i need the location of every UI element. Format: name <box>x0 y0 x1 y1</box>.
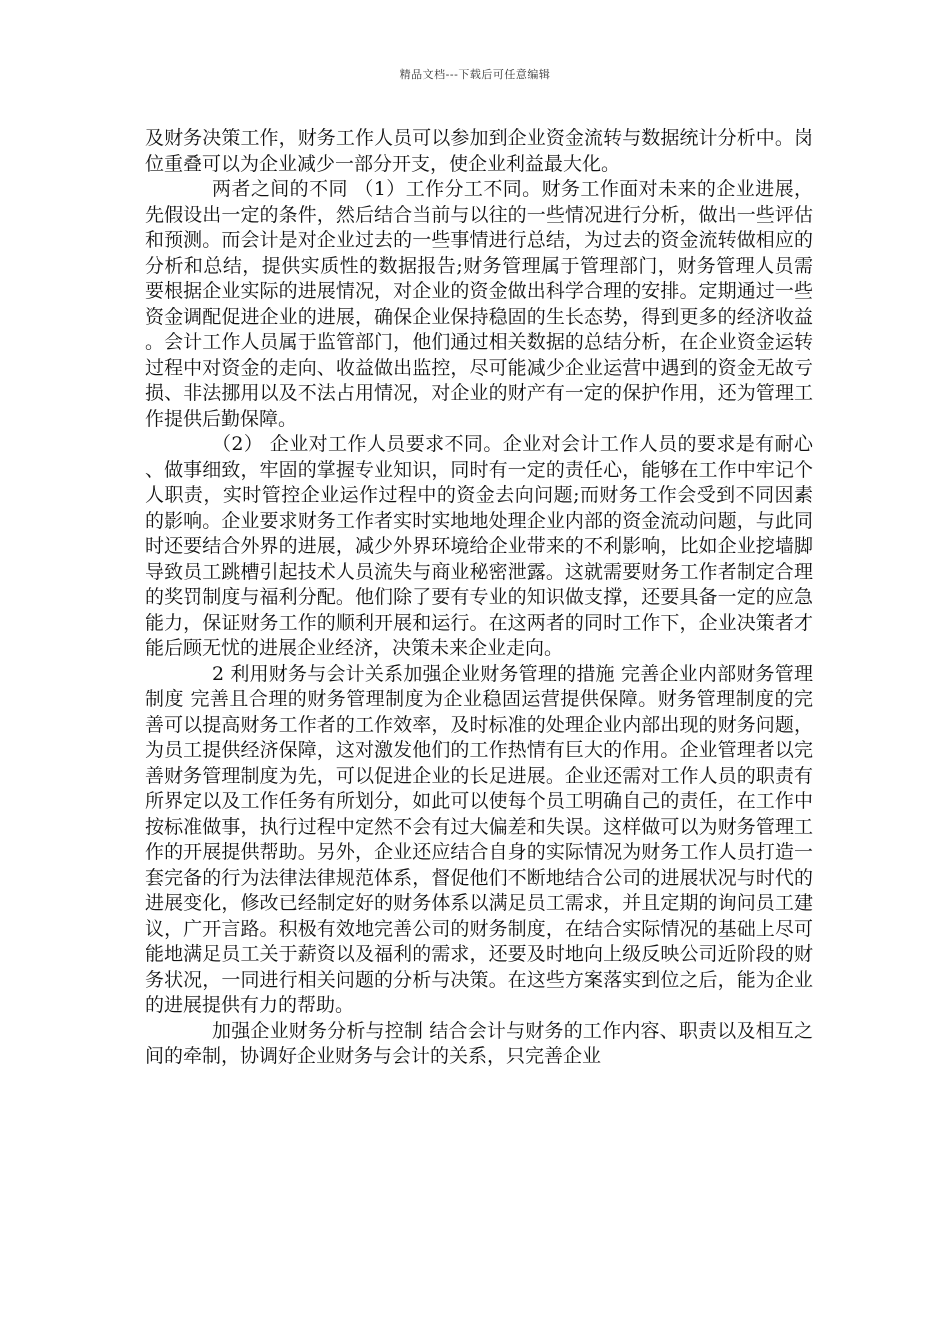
document-body <box>145 126 813 1070</box>
paragraph-1: 及财务决策工作，财务工作人员可以参加到企业资金流转与数据统计分析中。岗位重叠可以为企业减少一部分开支，使企业利益最大化。 <box>145 127 813 175</box>
paragraph-2: 两者之间的不同 （1）工作分工不同。财务工作面对未来的企业进展，先假设出一定的条件，然后结合当前与以往的一些情况进行分析，做出一些评估和预测。而会计是对企业过去的一些事情进行总结，为过去的资金流转做相应的分析和总结，提供实质性的数据报告;财务管理属于管理部门，财务管理人员需要根据企业实际的进展情况，对企业的资金做出科学合理的安排。定期通过一些资金调配促进企业的进展，确保企业保持稳固的生长态势，得到更多的经济收益。会计工作人员属于监管部门，他们通过相关数据的总结分析，在企业资金运转过程中对资金的走向、收益做出监控，尽可能减少企业运营中遇到的资金无故亏损、非法挪用以及不法占用情况，对企业的财产有一定的保护作用，还为管理工作提供后勤保障。 <box>145 178 813 430</box>
page-header: 精品文档---下载后可任意编辑 <box>399 68 551 81</box>
paragraph-5: 加强企业财务分析与控制 结合会计与财务的工作内容、职责以及相互之间的牵制，协调好企业财务与会计的关系，只完善企业 <box>145 1019 813 1067</box>
paragraph-3: （2） 企业对工作人员要求不同。企业对会计工作人员的要求是有耐心、做事细致，牢固的掌握专业知识，同时有一定的责任心，能够在工作中牢记个人职责，实时管控企业运作过程中的资金去向问题;而财务工作会受到不同因素的影响。企业要求财务工作者实时实地地处理企业内部的资金流动问题，与此同时还要结合外界的进展，减少外界环境给企业带来的不利影响，比如企业挖墙脚导致员工跳槽引起技术人员流失与商业秘密泄露。这就需要财务工作者制定合理的奖罚制度与福利分配。他们除了要有专业的知识做支撑，还要具备一定的应急能力，保证财务工作的顺利开展和运行。在这两者的同时工作下，企业决策者才能后顾无忧的进展企业经济，决策未来企业走向。 <box>145 433 813 659</box>
paragraph-4: 2 利用财务与会计关系加强企业财务管理的措施 完善企业内部财务管理制度 完善且合理的财务管理制度为企业稳固运营提供保障。财务管理制度的完善可以提高财务工作者的工作效率，及时标准的处理企业内部出现的财务问题，为员工提供经济保障，这对激发他们的工作热情有巨大的作用。企业管理者以完善财务管理制度为先，可以促进企业的长足进展。企业还需对工作人员的职责有所界定以及工作任务有所划分，如此可以使每个员工明确自己的责任，在工作中按标准做事，执行过程中定然不会有过大偏差和失误。这样做可以为财务管理工作的开展提供帮助。另外，企业还应结合自身的实际情况为财务工作人员打造一套完备的行为法律法律规范体系，督促他们不断地结合公司的进展状况与时代的进展变化，修改已经制定好的财务体系以满足员工需求，并且定期的询问员工建议，广开言路。积极有效地完善公司的财务制度，在结合实际情况的基础上尽可能地满足员工关于薪资以及福利的需求，还要及时地向上级反映公司近阶段的财务状况，一同进行相关问题的分析与决策。在这些方案落实到位之后，能为企业的进展提供有力的帮助。 <box>145 662 813 1016</box>
